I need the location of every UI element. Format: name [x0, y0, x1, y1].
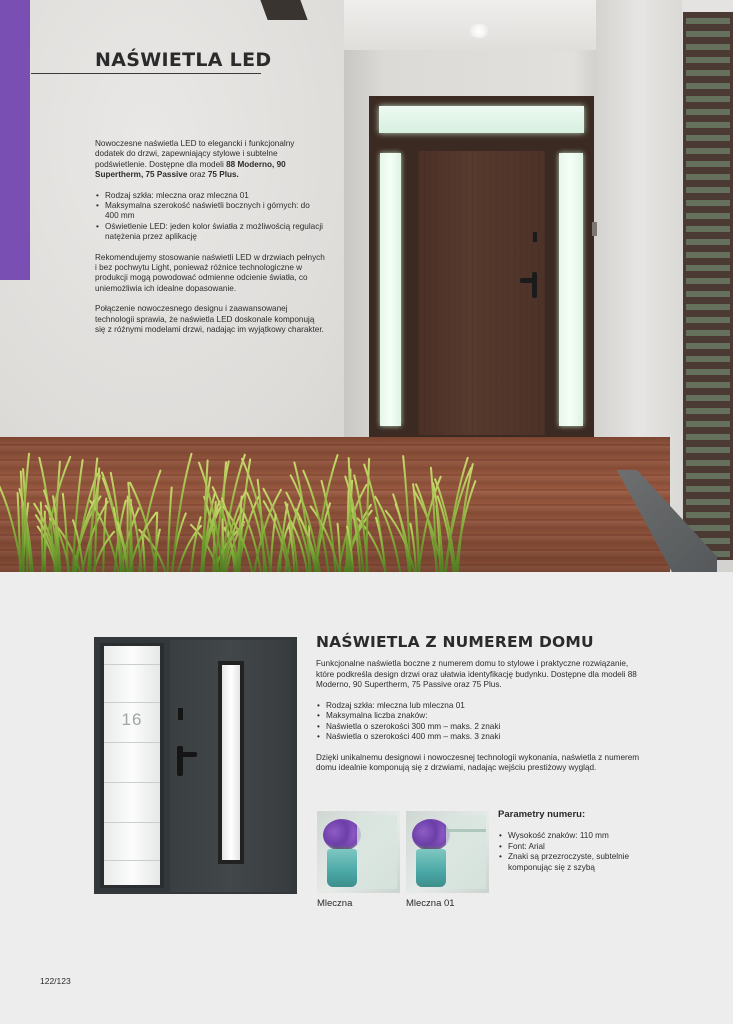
door-handle-lever — [520, 278, 536, 283]
louver-slat — [686, 200, 730, 206]
louver-slat — [686, 304, 730, 310]
section-title-led: NAŚWIETLA LED — [95, 49, 272, 71]
wall-fitting — [592, 222, 597, 236]
vase-icon — [327, 849, 357, 887]
louver-slat — [686, 317, 730, 323]
louver-slat — [686, 148, 730, 154]
grass-blade — [41, 502, 43, 572]
louver-slat — [686, 226, 730, 232]
grass-blade — [242, 459, 271, 572]
list-item: • Naświetla o szerokości 300 mm – maks. 2 znaki — [316, 722, 646, 733]
door-lock — [178, 708, 183, 720]
led-intro-last-model: 75 Plus. — [207, 170, 239, 180]
led-paragraph-recommendation: Rekomendujemy stosowanie naświetli LED w drzwiach pełnych i bez pochwytu Light, ponieważ różnice technologiczne w produkcji mogą powodować odmienne odcienie światła, co uniemożliwia ich idealne dopasowanie. — [95, 252, 325, 293]
door-handle — [532, 272, 537, 298]
louver-slat — [686, 460, 730, 466]
list-item: • Naświetla o szerokości 400 mm – maks. 3 znaki — [316, 732, 646, 743]
louver-slat — [686, 83, 730, 89]
louver-slat — [686, 18, 730, 24]
louver-slat — [686, 382, 730, 388]
louver-slat — [686, 252, 730, 258]
louver-slat — [686, 343, 730, 349]
door-handle-lever — [177, 752, 197, 757]
list-item: • Rodzaj szkła: mleczna oraz mleczna 01 — [95, 191, 325, 201]
louver-slat — [686, 369, 730, 375]
list-item: • Oświetlenie LED: jeden kolor światła z możliwością regulacji natężenia przez aplikację — [95, 222, 325, 243]
louver-slat — [686, 525, 730, 531]
vase-icon — [416, 849, 446, 887]
list-item: • Font: Arial — [498, 842, 658, 853]
list-item: • Wysokość znaków: 110 mm — [498, 831, 658, 842]
glass-stripe — [104, 702, 160, 703]
louver-slat — [686, 434, 730, 440]
title-underline — [31, 73, 261, 74]
glass-stripe — [104, 822, 160, 823]
frosted-glass — [357, 815, 397, 889]
louver-slat — [686, 356, 730, 362]
led-description — [95, 139, 325, 346]
swatch-label: Mleczna — [317, 898, 353, 909]
list-item: • Maksymalna szerokość naświetli bocznych i górnych: do 400 mm — [95, 201, 325, 222]
glass-stripe — [104, 782, 160, 783]
grass-blade — [271, 515, 276, 572]
led-bullets — [95, 191, 325, 243]
louver-slat — [686, 96, 730, 102]
louver-slat — [686, 174, 730, 180]
led-intro-models: 88 Moderno, 90 Supertherm, 75 Passive — [95, 159, 286, 180]
louver-slat — [686, 421, 730, 427]
swatch-label: Mleczna 01 — [406, 898, 455, 909]
louver-slat — [686, 135, 730, 141]
list-item: • Rodzaj szkła: mleczna lub mleczna 01 — [316, 701, 646, 712]
number-intro: Funkcjonalne naświetla boczne z numerem domu to stylowe i praktyczne rozwiązanie, które podkreśla design drzwi oraz ułatwia identyfikację budynku. Dostępne dla modeli 88 Moderno, 90 Supertherm, 75 Passive oraz 75 Plus. — [316, 659, 637, 689]
numbered-sidelight-glass — [104, 646, 160, 885]
door-glazing — [222, 665, 240, 860]
wooden-louvers — [683, 12, 733, 560]
ceiling-lamp — [468, 24, 490, 38]
roof-beam — [260, 0, 307, 20]
led-sidelight-right — [559, 153, 583, 426]
glass-stripe — [104, 664, 160, 665]
louver-slat — [686, 499, 730, 505]
params-title: Parametry numeru: — [498, 809, 586, 820]
led-transom-light — [379, 106, 584, 133]
params-list — [498, 831, 658, 873]
flower-icon — [412, 819, 450, 851]
accent-bar — [0, 0, 30, 280]
louver-slat — [686, 161, 730, 167]
louver-slat — [686, 291, 730, 297]
wood-grain — [418, 151, 545, 435]
louver-slat — [686, 330, 730, 336]
list-item: • Maksymalna liczba znaków: — [316, 711, 646, 722]
section-title-number: NAŚWIETLA Z NUMEREM DOMU — [316, 633, 594, 651]
number-bullets — [316, 701, 646, 743]
flower-icon — [323, 819, 361, 851]
louver-slat — [686, 70, 730, 76]
louver-slat — [686, 265, 730, 271]
led-intro-text: Nowoczesne naświetla LED to elegancki i funkcjonalny dodatek do drzwi, zapewniający stylowe i subtelne podświetlenie. Dostępne dla modeli — [95, 139, 295, 169]
louver-slat — [686, 31, 730, 37]
louver-slat — [686, 44, 730, 50]
louver-slat — [686, 122, 730, 128]
grass-blade — [156, 513, 157, 572]
louver-slat — [686, 486, 730, 492]
led-sidelight-left — [380, 153, 401, 426]
led-paragraph-closing: Połączenie nowoczesnego designu i zaawansowanej technologii sprawia, że naświetla LED doskonale komponują się z różnymi modelami drzwi, nadając im wyjątkowy charakter. — [95, 304, 324, 335]
louver-slat — [686, 447, 730, 453]
ornamental-grass — [0, 448, 500, 572]
wooden-door-leaf — [418, 151, 545, 435]
swatch-mleczna-01 — [406, 811, 489, 893]
led-intro-and: oraz — [187, 170, 208, 180]
list-item: • Znaki są przezroczyste, subtelnie komponując się z szybą — [498, 852, 658, 873]
louver-slat — [686, 278, 730, 284]
swatch-mleczna — [317, 811, 400, 893]
grass-blade — [376, 518, 385, 572]
louver-slat — [686, 239, 730, 245]
clear-stripe — [446, 829, 486, 832]
louver-slat — [686, 395, 730, 401]
louver-slat — [686, 473, 730, 479]
glass-stripe — [104, 742, 160, 743]
door-handle — [177, 746, 183, 776]
louver-slat — [686, 512, 730, 518]
louver-slat — [686, 408, 730, 414]
louver-slat — [686, 57, 730, 63]
louver-slat — [686, 109, 730, 115]
door-lock — [533, 232, 537, 242]
page-number: 122/123 — [40, 976, 71, 986]
grass-blade — [173, 454, 192, 572]
led-intro — [95, 139, 325, 181]
number-paragraph-closing: Dzięki unikalnemu designowi i nowoczesnej technologii wykonania, naświetla z numerem domu idealnie komponują się z drzwiami, nadając wejściu prestiżowy wygląd. — [316, 752, 640, 772]
glass-stripe — [104, 860, 160, 861]
number-description — [316, 659, 646, 784]
louver-slat — [686, 187, 730, 193]
grass-blade — [168, 487, 172, 572]
house-number: 16 — [121, 710, 143, 729]
louver-slat — [686, 213, 730, 219]
frosted-glass — [446, 815, 486, 889]
